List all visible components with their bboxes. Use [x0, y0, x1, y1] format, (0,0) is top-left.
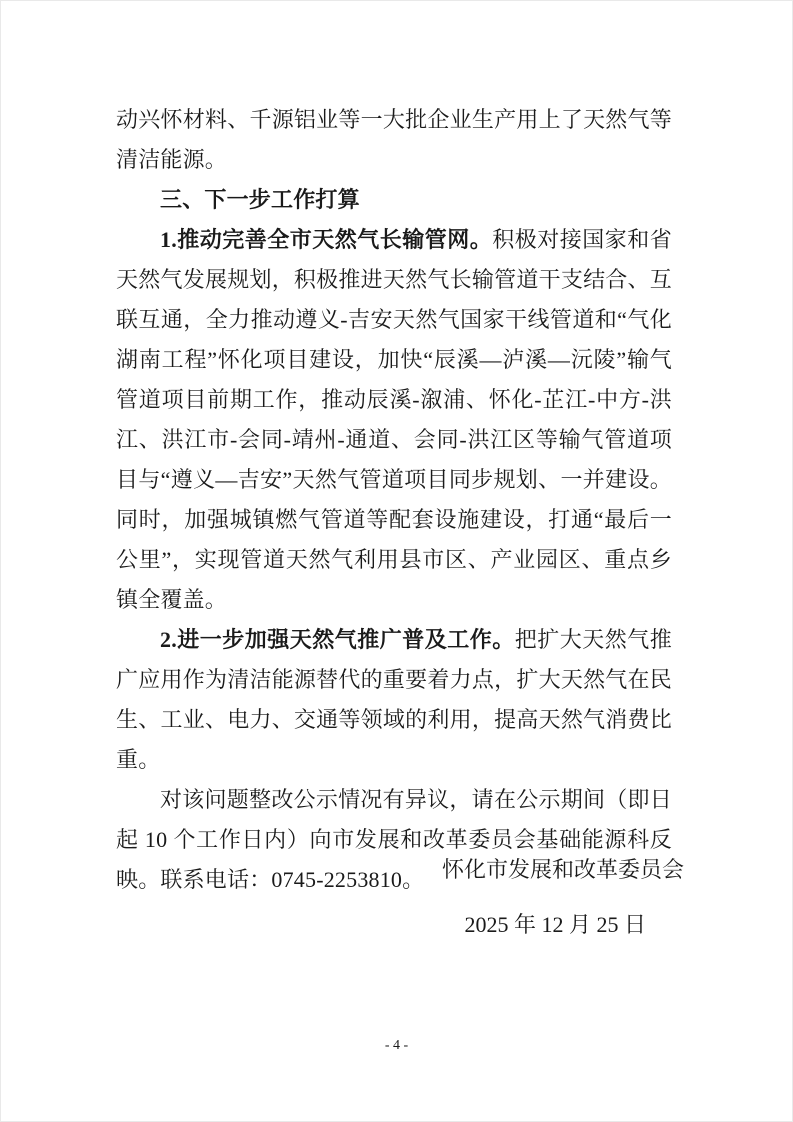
- signature-org: 怀化市发展和改革委员会: [441, 857, 684, 882]
- document-body: [116, 100, 672, 900]
- paragraph: [116, 100, 672, 180]
- text-run: 把扩大天然气推广应用作为清洁能源替代的重要着力点，扩大天然气在民生、工业、电力、交通等领域的利用，提高天然气消费比重。: [116, 627, 672, 772]
- bold-text-run: 2.进一步加强天然气推广普及工作。: [160, 627, 515, 652]
- bold-text-run: 三、下一步工作打算: [160, 187, 360, 212]
- page-number: - 4 -: [384, 1038, 409, 1053]
- signature-date: 2025 年 12 月 25 日: [464, 912, 646, 937]
- paragraph: [116, 220, 672, 620]
- section-heading: [116, 180, 672, 220]
- bold-text-run: 1.推动完善全市天然气长输管网。: [160, 227, 493, 252]
- text-run: 对该问题整改公示情况有异议，请在公示期间（即日起 10 个工作日内）向市发展和改革委员会基础能源科反映。联系电话：0745-2253810。: [116, 787, 672, 892]
- text-run: 积极对接国家和省天然气发展规划，积极推进天然气长输管道干支结合、互联互通，全力推动遵义-吉安天然气国家干线管道和“气化湖南工程”怀化项目建设，加快“辰溪—泸溪—沅陵”输气管道项目前期工作，推动辰溪-溆浦、怀化-芷江-中方-洪江、洪江市-会同-靖州-通道、会同-洪江区等输气管道项目与“遵义—吉安”天然气管道项目同步规划、一并建设。同时，加强城镇燃气管道等配套设施建设，打通“最后一公里”，实现管道天然气利用县市区、产业园区、重点乡镇全覆盖。: [116, 227, 672, 612]
- paragraph: [116, 620, 672, 780]
- text-run: 动兴怀材料、千源铝业等一大批企业生产用上了天然气等清洁能源。: [116, 107, 672, 172]
